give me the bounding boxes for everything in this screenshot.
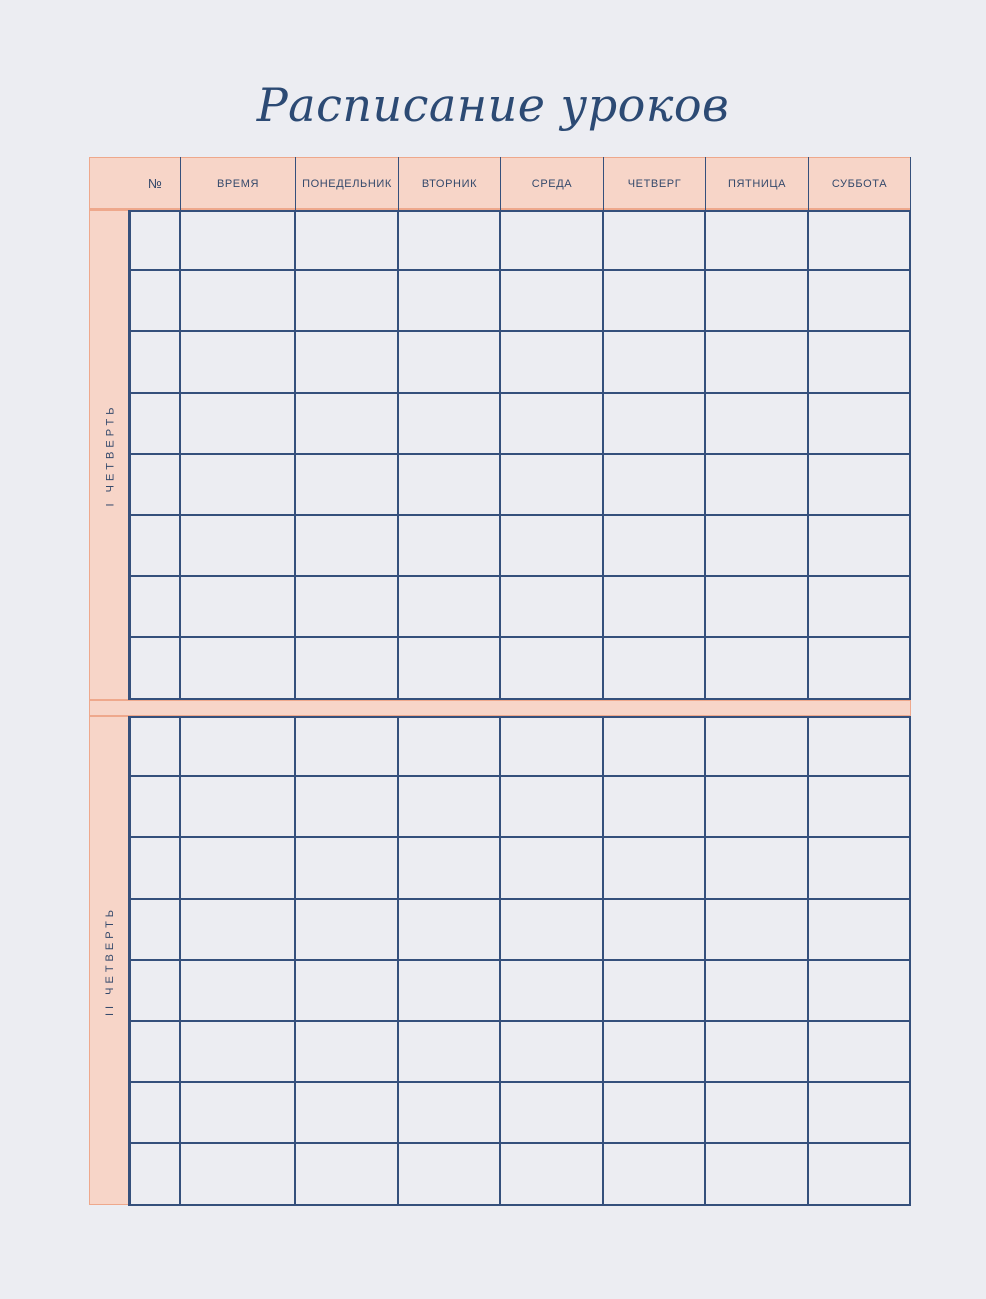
schedule-cell[interactable]: [706, 838, 809, 899]
schedule-cell[interactable]: [809, 961, 911, 1022]
schedule-cell[interactable]: [296, 455, 399, 516]
schedule-cell[interactable]: [399, 838, 501, 899]
schedule-cell[interactable]: [604, 1022, 706, 1083]
schedule-cell[interactable]: [604, 900, 706, 961]
schedule-cell[interactable]: [130, 716, 181, 777]
header-cell-4: ВТОРНИК: [399, 157, 501, 210]
schedule-cell[interactable]: [501, 638, 604, 699]
schedule-cell[interactable]: [296, 1022, 399, 1083]
schedule-cell[interactable]: [501, 961, 604, 1022]
schedule-cell[interactable]: [130, 1144, 181, 1205]
schedule-cell[interactable]: [706, 332, 809, 393]
schedule-cell[interactable]: [181, 638, 296, 699]
schedule-cell[interactable]: [130, 900, 181, 961]
schedule-cell[interactable]: [706, 455, 809, 516]
schedule-cell[interactable]: [706, 516, 809, 577]
schedule-cell[interactable]: [130, 394, 181, 455]
schedule-cell[interactable]: [706, 1083, 809, 1144]
schedule-cell[interactable]: [501, 777, 604, 838]
schedule-cell[interactable]: [130, 777, 181, 838]
schedule-cell[interactable]: [296, 961, 399, 1022]
header-cell-6: ЧЕТВЕРГ: [604, 157, 706, 210]
schedule-cell[interactable]: [604, 838, 706, 899]
header-cell-7: ПЯТНИЦА: [706, 157, 809, 210]
schedule-cell[interactable]: [399, 777, 501, 838]
schedule-cell[interactable]: [296, 210, 399, 271]
schedule-cell[interactable]: [809, 516, 911, 577]
schedule-cell[interactable]: [399, 1083, 501, 1144]
schedule-cell[interactable]: [399, 210, 501, 271]
schedule-cell[interactable]: [706, 961, 809, 1022]
schedule-cell[interactable]: [130, 210, 181, 271]
schedule-cell[interactable]: [181, 1022, 296, 1083]
schedule-cell[interactable]: [130, 1022, 181, 1083]
schedule-cell[interactable]: [296, 1144, 399, 1205]
schedule-cell[interactable]: [296, 332, 399, 393]
schedule-cell[interactable]: [706, 1022, 809, 1083]
schedule-cell[interactable]: [181, 455, 296, 516]
section-2-label: II ЧЕТВЕРТЬ: [104, 905, 117, 1016]
schedule-cell[interactable]: [604, 1083, 706, 1144]
schedule-cell[interactable]: [706, 777, 809, 838]
header-cell-1: №: [130, 157, 181, 210]
schedule-cell[interactable]: [809, 777, 911, 838]
schedule-cell[interactable]: [706, 394, 809, 455]
schedule-cell[interactable]: [130, 271, 181, 332]
schedule-cell[interactable]: [296, 516, 399, 577]
schedule-cell[interactable]: [181, 210, 296, 271]
schedule-cell[interactable]: [501, 1083, 604, 1144]
schedule-cell[interactable]: [130, 577, 181, 638]
schedule-cell[interactable]: [706, 900, 809, 961]
schedule-cell[interactable]: [604, 332, 706, 393]
schedule-cell[interactable]: [399, 716, 501, 777]
schedule-cell[interactable]: [181, 271, 296, 332]
schedule-cell[interactable]: [130, 638, 181, 699]
schedule-cell[interactable]: [296, 271, 399, 332]
schedule-cell[interactable]: [399, 900, 501, 961]
schedule-cell[interactable]: [501, 577, 604, 638]
schedule-cell[interactable]: [809, 716, 911, 777]
schedule-cell[interactable]: [809, 455, 911, 516]
schedule-cell[interactable]: [501, 271, 604, 332]
header-cell-3: ПОНЕДЕЛЬНИК: [296, 157, 399, 210]
schedule-cell[interactable]: [296, 838, 399, 899]
page-title: Расписание уроков: [256, 78, 730, 132]
schedule-cell[interactable]: [130, 961, 181, 1022]
schedule-cell[interactable]: [181, 961, 296, 1022]
schedule-cell[interactable]: [181, 516, 296, 577]
schedule-cell[interactable]: [399, 455, 501, 516]
schedule-cell[interactable]: [501, 455, 604, 516]
schedule-cell[interactable]: [399, 638, 501, 699]
schedule-cell[interactable]: [809, 577, 911, 638]
schedule-cell[interactable]: [181, 900, 296, 961]
schedule-cell[interactable]: [399, 394, 501, 455]
schedule-cell[interactable]: [604, 1144, 706, 1205]
schedule-cell[interactable]: [809, 271, 911, 332]
section-separator: [89, 700, 911, 716]
schedule-cell[interactable]: [809, 332, 911, 393]
schedule-cell[interactable]: [399, 516, 501, 577]
schedule-cell[interactable]: [399, 271, 501, 332]
schedule-cell[interactable]: [130, 332, 181, 393]
schedule-cell[interactable]: [181, 394, 296, 455]
schedule-cell[interactable]: [809, 838, 911, 899]
schedule-cell[interactable]: [130, 1083, 181, 1144]
schedule-cell[interactable]: [809, 394, 911, 455]
schedule-cell[interactable]: [130, 455, 181, 516]
schedule-cell[interactable]: [501, 1022, 604, 1083]
schedule-cell[interactable]: [809, 1144, 911, 1205]
schedule-cell[interactable]: [296, 716, 399, 777]
schedule-cell[interactable]: [399, 1144, 501, 1205]
schedule-cell[interactable]: [809, 1022, 911, 1083]
schedule-cell[interactable]: [706, 577, 809, 638]
schedule-cell[interactable]: [181, 777, 296, 838]
schedule-cell[interactable]: [501, 1144, 604, 1205]
schedule-cell[interactable]: [604, 210, 706, 271]
schedule-cell[interactable]: [296, 777, 399, 838]
header-cell-5: СРЕДА: [501, 157, 604, 210]
schedule-cell[interactable]: [809, 638, 911, 699]
schedule-cell[interactable]: [181, 577, 296, 638]
schedule-cell[interactable]: [296, 900, 399, 961]
schedule-cell[interactable]: [181, 1083, 296, 1144]
schedule-cell[interactable]: [706, 716, 809, 777]
schedule-cell[interactable]: [296, 577, 399, 638]
schedule-cell[interactable]: [501, 900, 604, 961]
schedule-cell[interactable]: [604, 516, 706, 577]
schedule-cell[interactable]: [604, 577, 706, 638]
schedule-cell[interactable]: [604, 455, 706, 516]
schedule-cell[interactable]: [809, 210, 911, 271]
schedule-cell[interactable]: [604, 271, 706, 332]
schedule-cell[interactable]: [399, 961, 501, 1022]
schedule-cell[interactable]: [181, 332, 296, 393]
section-1-label: I ЧЕТВЕРТЬ: [104, 403, 116, 507]
schedule-cell[interactable]: [809, 900, 911, 961]
header-cell-8: СУББОТА: [809, 157, 911, 210]
schedule-cell[interactable]: [399, 577, 501, 638]
schedule-cell[interactable]: [501, 332, 604, 393]
schedule-cell[interactable]: [181, 716, 296, 777]
schedule-cell[interactable]: [501, 716, 604, 777]
schedule-cell[interactable]: [399, 1022, 501, 1083]
schedule-cell[interactable]: [706, 638, 809, 699]
schedule-cell[interactable]: [130, 516, 181, 577]
schedule-cell[interactable]: [296, 1083, 399, 1144]
schedule-cell[interactable]: [809, 1083, 911, 1144]
header-cell-2: ВРЕМЯ: [181, 157, 296, 210]
schedule-cell[interactable]: [296, 638, 399, 699]
schedule-cell[interactable]: [501, 210, 604, 271]
schedule-cell[interactable]: [604, 777, 706, 838]
schedule-cell[interactable]: [501, 394, 604, 455]
schedule-cell[interactable]: [501, 516, 604, 577]
schedule-cell[interactable]: [501, 838, 604, 899]
schedule-cell[interactable]: [604, 638, 706, 699]
schedule-cell[interactable]: [604, 394, 706, 455]
schedule-cell[interactable]: [130, 838, 181, 899]
schedule-cell[interactable]: [706, 1144, 809, 1205]
schedule-cell[interactable]: [399, 332, 501, 393]
schedule-cell[interactable]: [706, 210, 809, 271]
schedule-cell[interactable]: [604, 961, 706, 1022]
schedule-cell[interactable]: [604, 716, 706, 777]
schedule-cell[interactable]: [296, 394, 399, 455]
schedule-cell[interactable]: [706, 271, 809, 332]
schedule-cell[interactable]: [181, 1144, 296, 1205]
schedule-cell[interactable]: [181, 838, 296, 899]
